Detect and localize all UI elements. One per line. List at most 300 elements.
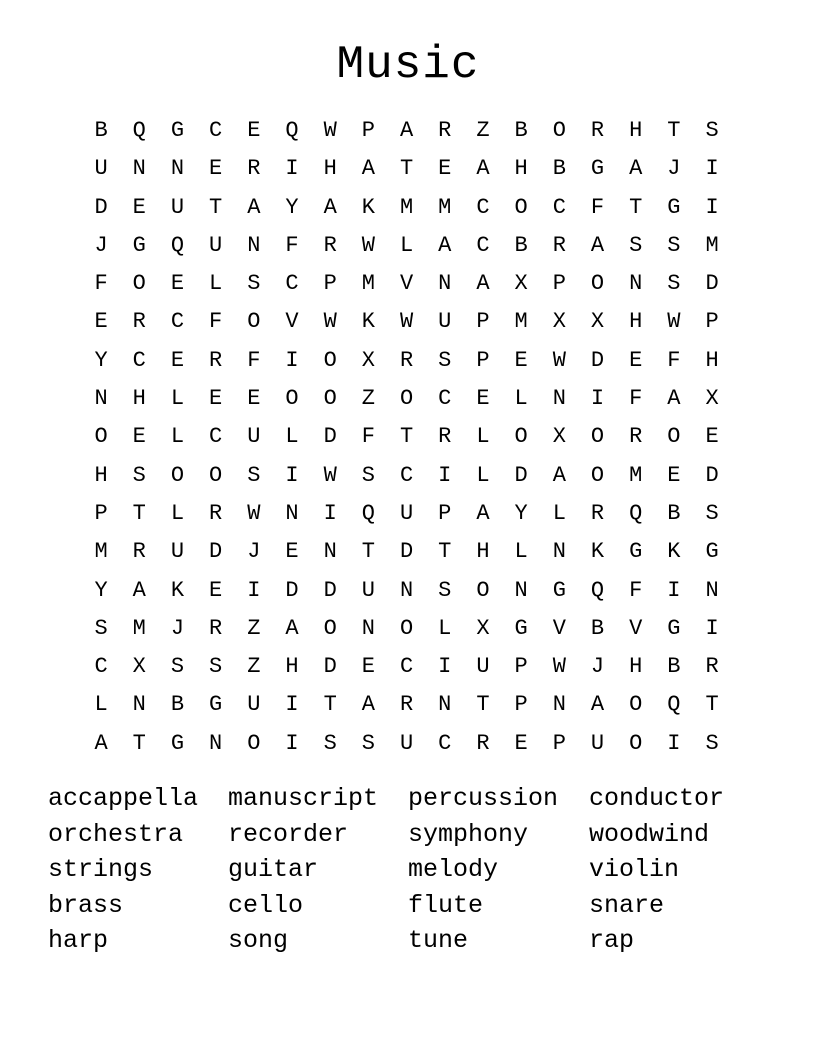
grid-letter[interactable]: X — [590, 309, 605, 335]
grid-letter[interactable]: S — [438, 577, 452, 603]
grid-letter[interactable]: R — [247, 156, 261, 182]
grid-letter[interactable]: F — [590, 194, 605, 220]
grid-letter[interactable]: U — [361, 577, 375, 603]
grid-letter[interactable]: A — [590, 692, 605, 718]
grid-letter[interactable]: U — [399, 500, 414, 526]
grid-letter[interactable]: Z — [361, 386, 375, 412]
grid-letter[interactable]: S — [438, 347, 452, 373]
grid-letter[interactable]: T — [399, 156, 414, 182]
grid-letter[interactable]: H — [285, 654, 299, 680]
grid-letter[interactable]: Z — [476, 118, 490, 143]
grid-letter[interactable]: A — [667, 386, 681, 412]
grid-letter[interactable]: C — [209, 424, 223, 450]
grid-letter[interactable]: L — [476, 424, 490, 450]
grid-letter[interactable]: I — [438, 654, 452, 680]
grid-letter[interactable]: S — [705, 500, 719, 526]
grid-letter[interactable]: E — [514, 730, 528, 756]
grid-letter[interactable]: L — [285, 424, 299, 450]
grid-letter[interactable]: D — [514, 462, 528, 488]
grid-letter[interactable]: F — [629, 386, 643, 412]
grid-letter[interactable]: N — [361, 615, 375, 641]
grid-letter[interactable]: L — [514, 386, 528, 412]
grid-letter[interactable]: S — [629, 232, 643, 258]
grid-letter[interactable]: H — [629, 118, 643, 143]
grid-letter[interactable]: L — [476, 462, 490, 488]
grid-letter[interactable]: N — [705, 577, 719, 603]
word-list-item: cello — [228, 890, 304, 920]
grid-letter[interactable]: K — [361, 194, 375, 220]
grid-letter[interactable]: M — [361, 271, 375, 297]
grid-letter[interactable]: M — [132, 615, 146, 641]
grid-letter[interactable]: T — [476, 692, 490, 718]
grid-letter[interactable]: U — [476, 654, 490, 680]
grid-letter[interactable]: O — [132, 271, 146, 297]
grid-letter[interactable]: P — [514, 692, 528, 718]
grid-letter[interactable]: I — [285, 347, 299, 373]
grid-letter[interactable]: L — [399, 232, 414, 258]
word-list — [48, 781, 769, 959]
word-list-item: brass — [48, 890, 124, 920]
grid-letter[interactable]: B — [667, 500, 681, 526]
grid-letter[interactable]: R — [132, 309, 146, 335]
grid-letter[interactable]: L — [552, 500, 566, 526]
grid-letter[interactable]: D — [705, 271, 719, 297]
grid-letter[interactable]: T — [629, 194, 643, 220]
grid-letter[interactable]: D — [94, 194, 108, 220]
grid-letter[interactable]: C — [476, 232, 490, 258]
grid-letter[interactable]: O — [285, 386, 299, 412]
grid-letter[interactable]: P — [552, 730, 566, 756]
grid-letter[interactable]: X — [552, 309, 566, 335]
grid-letter[interactable]: F — [209, 309, 223, 335]
grid-letter[interactable]: S — [361, 462, 375, 488]
grid-letter[interactable]: T — [209, 194, 223, 220]
grid-letter[interactable]: Q — [170, 232, 185, 258]
grid-letter[interactable]: P — [476, 309, 490, 335]
grid-letter[interactable]: Q — [667, 692, 681, 718]
grid-letter[interactable]: N — [132, 156, 146, 182]
grid-letter[interactable]: J — [590, 654, 605, 680]
grid-letter[interactable]: I — [705, 194, 719, 220]
grid-letter[interactable]: R — [323, 232, 337, 258]
grid-letter[interactable]: E — [514, 347, 528, 373]
grid-letter[interactable]: R — [438, 118, 452, 143]
grid-letter[interactable]: Y — [514, 500, 528, 526]
grid-letter[interactable]: N — [247, 232, 261, 258]
word-list-item: accappella — [48, 784, 199, 813]
grid-letter[interactable]: F — [94, 271, 108, 297]
grid-letter[interactable]: L — [514, 539, 528, 565]
grid-letter[interactable]: H — [476, 539, 490, 565]
grid-letter[interactable]: M — [438, 194, 452, 220]
grid-letter[interactable]: I — [285, 692, 299, 718]
grid-letter[interactable]: U — [170, 194, 185, 220]
grid-letter[interactable]: A — [361, 692, 375, 718]
grid-letter[interactable]: P — [552, 271, 566, 297]
grid-letter[interactable]: P — [476, 347, 490, 373]
grid-letter[interactable]: L — [209, 271, 223, 297]
grid-letter[interactable]: T — [323, 692, 337, 718]
grid-letter[interactable]: P — [94, 500, 108, 526]
grid-letter[interactable]: E — [285, 539, 299, 565]
grid-letter[interactable]: C — [209, 118, 223, 143]
grid-letter[interactable]: R — [552, 232, 566, 258]
grid-letter[interactable]: U — [247, 424, 261, 450]
grid-letter[interactable]: Y — [94, 577, 108, 603]
grid-letter[interactable]: Z — [247, 615, 261, 641]
grid-letter[interactable]: S — [247, 462, 261, 488]
grid-letter[interactable]: S — [94, 615, 108, 641]
grid-letter[interactable]: Q — [629, 500, 643, 526]
grid-letter[interactable]: R — [209, 615, 223, 641]
grid-letter[interactable]: I — [667, 577, 681, 603]
grid-letter[interactable]: U — [209, 232, 223, 258]
grid-letter[interactable]: L — [170, 424, 185, 450]
grid-letter[interactable]: T — [361, 539, 375, 565]
grid-letter[interactable]: J — [170, 615, 185, 641]
grid-letter[interactable]: E — [209, 386, 223, 412]
grid-letter[interactable]: A — [132, 577, 146, 603]
grid-letter[interactable]: A — [476, 500, 490, 526]
grid-letter[interactable]: S — [247, 271, 261, 297]
word-list-item: tune — [408, 926, 469, 955]
grid-letter[interactable]: O — [514, 424, 528, 450]
grid-letter[interactable]: I — [705, 615, 719, 641]
grid-letter[interactable]: E — [667, 462, 681, 488]
grid-letter[interactable]: X — [361, 347, 375, 373]
grid-letter[interactable]: N — [552, 539, 566, 565]
grid-letter[interactable]: W — [667, 309, 681, 335]
grid-letter[interactable]: O — [476, 577, 490, 603]
grid-letter[interactable]: A — [629, 156, 643, 182]
grid-letter[interactable]: S — [361, 730, 375, 756]
grid-letter[interactable]: C — [94, 654, 108, 680]
grid-letter[interactable]: S — [667, 271, 681, 297]
grid-letter[interactable]: P — [438, 500, 452, 526]
grid-letter[interactable]: O — [247, 309, 261, 335]
grid-letter[interactable]: E — [438, 156, 452, 182]
grid-letter[interactable]: X — [705, 386, 719, 412]
grid-letter[interactable]: V — [629, 615, 643, 641]
grid-letter[interactable]: T — [132, 500, 146, 526]
grid-letter[interactable]: C — [438, 386, 452, 412]
grid-letter[interactable]: G — [209, 692, 223, 718]
grid-letter[interactable]: O — [323, 347, 337, 373]
grid-letter[interactable]: H — [132, 386, 146, 412]
grid-letter[interactable]: L — [94, 692, 108, 718]
grid-letter[interactable]: N — [323, 539, 337, 565]
grid-letter[interactable]: A — [476, 271, 490, 297]
grid-letter[interactable]: N — [629, 271, 643, 297]
grid-letter[interactable]: P — [323, 271, 337, 297]
grid-letter[interactable]: G — [170, 118, 185, 143]
grid-letter[interactable]: C — [476, 194, 490, 220]
grid-letter[interactable]: J — [247, 539, 261, 565]
grid-letter[interactable]: U — [170, 539, 185, 565]
grid-letter[interactable]: I — [247, 577, 261, 603]
grid-letter[interactable]: Q — [285, 118, 299, 143]
grid-letter[interactable]: D — [399, 539, 414, 565]
grid-letter[interactable]: L — [170, 386, 185, 412]
grid-letter[interactable]: L — [170, 500, 185, 526]
grid-letter[interactable]: R — [209, 347, 223, 373]
grid-letter[interactable]: R — [132, 539, 146, 565]
word-list-item: melody — [408, 855, 499, 884]
grid-letter[interactable]: S — [132, 462, 146, 488]
grid-letter[interactable]: O — [399, 615, 414, 641]
grid-letter[interactable]: N — [170, 156, 185, 182]
grid-letter[interactable]: U — [438, 309, 452, 335]
grid-letter[interactable]: N — [552, 692, 566, 718]
grid-letter[interactable]: E — [361, 654, 375, 680]
grid-letter[interactable]: O — [399, 386, 414, 412]
grid-letter[interactable]: N — [438, 271, 452, 297]
grid-letter[interactable]: D — [705, 462, 719, 488]
grid-letter[interactable]: I — [667, 730, 681, 756]
grid-letter[interactable]: E — [476, 386, 490, 412]
grid-letter[interactable]: O — [629, 692, 643, 718]
grid-letter[interactable]: B — [94, 118, 108, 143]
grid-letter[interactable]: T — [399, 424, 414, 450]
grid-letter[interactable]: O — [247, 730, 261, 756]
grid-letter[interactable]: C — [399, 462, 414, 488]
grid-letter[interactable]: R — [476, 730, 490, 756]
grid-letter[interactable]: X — [514, 271, 528, 297]
grid-letter[interactable]: B — [514, 232, 528, 258]
grid-letter[interactable]: E — [132, 424, 146, 450]
grid-letter[interactable]: S — [705, 730, 719, 756]
grid-letter[interactable]: G — [629, 539, 643, 565]
grid-letter[interactable]: B — [170, 692, 185, 718]
grid-letter[interactable]: R — [590, 500, 605, 526]
grid-letter[interactable]: W — [323, 118, 337, 143]
grid-letter[interactable]: N — [399, 577, 414, 603]
grid-letter[interactable]: H — [323, 156, 337, 182]
grid-letter[interactable]: A — [476, 156, 490, 182]
grid-letter[interactable]: K — [667, 539, 681, 565]
grid-letter[interactable]: O — [590, 462, 605, 488]
grid-letter[interactable]: I — [285, 730, 299, 756]
grid-letter[interactable]: M — [399, 194, 414, 220]
grid-letter[interactable]: N — [552, 386, 566, 412]
grid-letter[interactable]: O — [590, 424, 605, 450]
grid-letter[interactable]: S — [667, 232, 681, 258]
grid-letter[interactable]: T — [705, 692, 719, 718]
grid-letter[interactable]: X — [132, 654, 146, 680]
grid-letter[interactable]: C — [438, 730, 452, 756]
grid-letter[interactable]: N — [132, 692, 146, 718]
grid-letter[interactable]: X — [552, 424, 566, 450]
grid-letter[interactable]: H — [629, 654, 643, 680]
grid-letter[interactable]: S — [705, 118, 719, 143]
grid-letter[interactable]: A — [438, 232, 452, 258]
grid-letter[interactable]: I — [285, 156, 299, 182]
grid-letter[interactable]: C — [399, 654, 414, 680]
grid-letter[interactable]: F — [361, 424, 375, 450]
grid-letter[interactable]: U — [247, 692, 261, 718]
grid-letter[interactable]: W — [552, 654, 566, 680]
grid-letter[interactable]: R — [590, 118, 605, 143]
word-list-item: rap — [589, 926, 635, 955]
grid-letter[interactable]: Z — [247, 654, 261, 680]
grid-letter[interactable]: W — [361, 232, 375, 258]
grid-letter[interactable]: R — [209, 500, 223, 526]
grid-letter[interactable]: G — [552, 577, 566, 603]
grid-letter[interactable]: O — [514, 194, 528, 220]
grid-letter[interactable]: M — [629, 462, 643, 488]
grid-letter[interactable]: S — [323, 730, 337, 756]
grid-letter[interactable]: Q — [590, 577, 605, 603]
grid-letter[interactable]: A — [552, 462, 566, 488]
grid-letter[interactable]: E — [705, 424, 719, 450]
grid-letter[interactable]: N — [94, 386, 108, 412]
grid-letter[interactable]: W — [552, 347, 566, 373]
grid-letter[interactable]: D — [323, 424, 337, 450]
grid-letter[interactable]: Y — [94, 347, 108, 373]
grid-letter[interactable]: C — [132, 347, 146, 373]
grid-letter[interactable]: V — [285, 309, 299, 335]
word-list-item: violin — [589, 855, 680, 884]
grid-letter[interactable]: R — [399, 347, 414, 373]
grid-letter[interactable]: W — [247, 500, 261, 526]
grid-letter[interactable]: T — [438, 539, 452, 565]
grid-letter[interactable]: O — [170, 462, 185, 488]
grid-letter[interactable]: G — [667, 194, 681, 220]
grid-letter[interactable]: Y — [285, 194, 299, 220]
grid-letter[interactable]: N — [209, 730, 223, 756]
grid-letter[interactable]: T — [132, 730, 146, 756]
grid-letter[interactable]: D — [285, 577, 299, 603]
grid-letter[interactable]: Q — [132, 118, 146, 143]
grid-letter[interactable]: F — [667, 347, 681, 373]
grid-letter[interactable]: J — [94, 232, 108, 258]
grid-letter[interactable]: M — [705, 232, 719, 258]
grid-letter[interactable]: O — [590, 271, 605, 297]
grid-letter[interactable]: T — [667, 118, 681, 143]
grid-letter[interactable]: R — [399, 692, 414, 718]
grid-letter[interactable]: U — [590, 730, 605, 756]
grid-letter[interactable]: M — [514, 309, 528, 335]
grid-letter[interactable]: F — [285, 232, 299, 258]
grid-letter[interactable]: E — [170, 271, 185, 297]
grid-letter[interactable]: M — [94, 539, 108, 565]
grid-letter[interactable]: O — [552, 118, 566, 143]
grid-letter[interactable]: J — [667, 156, 681, 182]
word-list-item: song — [228, 926, 289, 955]
grid-letter[interactable]: G — [170, 730, 185, 756]
grid-letter[interactable]: V — [552, 615, 566, 641]
grid-letter[interactable]: W — [399, 309, 414, 335]
grid-letter[interactable]: F — [247, 347, 261, 373]
grid-letter[interactable]: N — [285, 500, 299, 526]
grid-letter[interactable]: I — [705, 156, 719, 182]
grid-letter[interactable]: P — [514, 654, 528, 680]
grid-letter[interactable]: G — [705, 539, 719, 565]
grid-letter[interactable]: I — [590, 386, 605, 412]
grid-letter[interactable]: I — [323, 500, 337, 526]
grid-letter[interactable]: U — [94, 156, 108, 182]
grid-letter[interactable]: O — [667, 424, 681, 450]
grid-letter[interactable]: C — [170, 309, 185, 335]
grid-letter[interactable]: S — [209, 654, 223, 680]
grid-letter[interactable]: I — [285, 462, 299, 488]
grid-letter[interactable]: O — [323, 615, 337, 641]
grid-letter[interactable]: R — [438, 424, 452, 450]
grid-letter[interactable]: B — [667, 654, 681, 680]
word-list-item: percussion — [408, 784, 559, 813]
grid-letter[interactable]: G — [667, 615, 681, 641]
grid-letter[interactable]: A — [285, 615, 299, 641]
grid-letter[interactable]: W — [323, 309, 337, 335]
grid-letter[interactable]: X — [476, 615, 490, 641]
grid-letter[interactable]: H — [705, 347, 719, 373]
grid-letter[interactable]: A — [247, 194, 261, 220]
grid-letter[interactable]: D — [209, 539, 223, 565]
grid-letter[interactable]: K — [590, 539, 605, 565]
grid-letter[interactable]: E — [629, 347, 643, 373]
grid-letter[interactable]: G — [590, 156, 605, 182]
grid-letter[interactable]: P — [705, 309, 719, 335]
grid-letter[interactable]: G — [514, 615, 528, 641]
grid-letter[interactable]: O — [629, 730, 643, 756]
grid-letter[interactable]: N — [514, 577, 528, 603]
grid-letter[interactable]: H — [514, 156, 528, 182]
grid-letter[interactable]: E — [247, 118, 261, 143]
grid-letter[interactable]: A — [399, 118, 414, 143]
grid-letter[interactable]: O — [323, 386, 337, 412]
grid-letter[interactable]: R — [629, 424, 643, 450]
grid-letter[interactable]: Q — [361, 500, 375, 526]
grid-letter[interactable]: E — [132, 194, 146, 220]
grid-letter[interactable]: P — [361, 118, 375, 143]
grid-letter[interactable]: U — [399, 730, 414, 756]
grid-letter[interactable]: V — [399, 271, 414, 297]
grid-letter[interactable]: K — [361, 309, 375, 335]
grid-letter[interactable]: A — [323, 194, 337, 220]
grid-letter[interactable]: A — [361, 156, 375, 182]
word-list-item: harp — [48, 926, 109, 955]
grid-letter[interactable]: E — [209, 577, 223, 603]
grid-letter[interactable]: I — [438, 462, 452, 488]
grid-letter[interactable]: D — [323, 654, 337, 680]
grid-letter[interactable]: C — [285, 271, 299, 297]
grid-letter[interactable]: F — [629, 577, 643, 603]
grid-letter[interactable]: E — [209, 156, 223, 182]
grid-letter[interactable]: O — [209, 462, 223, 488]
grid-letter[interactable]: K — [170, 577, 185, 603]
grid-letter[interactable]: D — [323, 577, 337, 603]
grid-letter[interactable]: R — [705, 654, 719, 680]
grid-letter[interactable]: D — [590, 347, 605, 373]
grid-letter[interactable]: O — [94, 424, 108, 450]
grid-letter[interactable]: N — [438, 692, 452, 718]
grid-letter[interactable]: B — [514, 118, 528, 143]
grid-letter[interactable]: H — [629, 309, 643, 335]
grid-letter[interactable]: H — [94, 462, 108, 488]
grid-letter[interactable]: A — [94, 730, 108, 756]
grid-letter[interactable]: A — [590, 232, 605, 258]
grid-letter[interactable]: E — [170, 347, 185, 373]
grid-letter[interactable]: S — [170, 654, 185, 680]
grid-letter[interactable]: C — [552, 194, 566, 220]
grid-letter[interactable]: E — [94, 309, 108, 335]
grid-letter[interactable]: W — [323, 462, 337, 488]
grid-letter[interactable]: L — [438, 615, 452, 641]
grid-letter[interactable]: B — [590, 615, 605, 641]
grid-letter[interactable]: B — [552, 156, 566, 182]
grid-letter[interactable]: E — [247, 386, 261, 412]
grid-letter[interactable]: G — [132, 232, 146, 258]
